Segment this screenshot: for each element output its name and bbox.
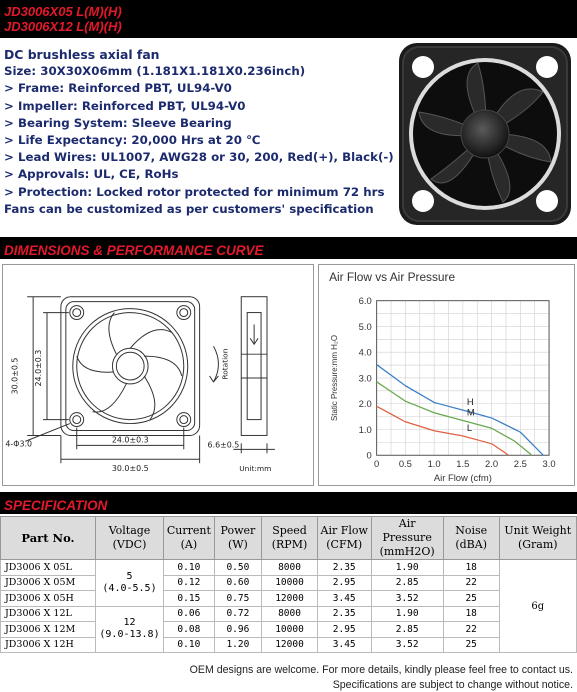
header-voltage: Voltage (VDC) (95, 517, 163, 560)
model-banner (0, 0, 577, 38)
cell-noise: 25 (443, 591, 499, 607)
cell-power: 0.96 (214, 622, 261, 638)
dimensions-area (0, 261, 577, 491)
footer-oem-note: OEM designs are welcome. For more details, kindly please feel free to contact us. (189, 664, 573, 676)
cell-part: JD3006 X 05M (1, 575, 96, 591)
header-speed: Speed (RPM) (262, 517, 318, 560)
x-tick-label: 0 (374, 458, 380, 470)
feature-bearing: > Bearing System: Sleeve Bearing (4, 115, 232, 130)
unit-label: Unit:mm (239, 464, 272, 474)
cell-pressure: 1.90 (371, 606, 443, 622)
cell-pressure: 2.85 (371, 575, 443, 591)
feature-lead-wires: > Lead Wires: UL1007, AWG28 or 30, 200, Red(+), Black(-) (4, 150, 394, 165)
feature-approvals: > Approvals: UL, CE, RoHs (4, 167, 179, 182)
series-label-m: M (466, 406, 475, 418)
feature-protection: > Protection: Locked rotor protected for minimum 72 hrs (4, 184, 385, 199)
cell-airflow: 2.35 (317, 606, 371, 622)
dim-height-inner: 24.0±0.3 (34, 349, 44, 387)
product-heading: DC brushless axial fan (4, 47, 160, 62)
dimensions-section-bar (0, 237, 577, 259)
cell-speed: 8000 (262, 606, 318, 622)
cell-part: JD3006 X 05L (1, 560, 96, 576)
spec-header-row (1, 517, 577, 560)
x-tick-label: 2.0 (485, 458, 499, 470)
cell-unit-weight: 6g (499, 560, 576, 653)
y-tick-label: 5.0 (358, 320, 372, 332)
chart-ylabel: Static Pressure:mm H₂O (329, 334, 339, 422)
footer-disclaimer: Specifications are subject to change without notice. (332, 679, 573, 691)
cell-current: 0.10 (164, 560, 215, 576)
table-row (1, 637, 577, 653)
dimensions-section-title: DIMENSIONS & PERFORMANCE CURVE (4, 243, 264, 258)
specification-table (0, 516, 577, 653)
thickness-label: 6.6±0.5 (207, 440, 240, 450)
table-row (1, 622, 577, 638)
cell-current: 0.08 (164, 622, 215, 638)
feature-life: > Life Expectancy: 20,000 Hrs at 20 ℃ (4, 133, 261, 148)
cell-voltage-group-12: 12 (9.0-13.8) (95, 606, 163, 653)
x-tick-label: 1.5 (456, 458, 470, 470)
cell-noise: 22 (443, 622, 499, 638)
chart-xlabel: Air Flow (cfm) (433, 472, 492, 484)
cell-speed: 10000 (262, 575, 318, 591)
series-label-l: L (466, 421, 473, 433)
x-tick-label: 0.5 (398, 458, 412, 470)
cell-power: 0.75 (214, 591, 261, 607)
y-tick-label: 2.0 (358, 398, 372, 410)
header-air-flow: Air Flow (CFM) (317, 517, 371, 560)
cell-noise: 18 (443, 606, 499, 622)
cell-speed: 12000 (262, 637, 318, 653)
chart-ticks (359, 295, 556, 469)
specification-section-title: SPECIFICATION (4, 498, 108, 513)
y-tick-label: 4.0 (358, 346, 372, 358)
cell-power: 1.20 (214, 637, 261, 653)
dim-width-outer: 30.0±0.5 (111, 464, 149, 474)
feature-size: Size: 30X30X06mm (1.181X1.181X0.236inch) (4, 64, 306, 79)
table-row (1, 575, 577, 591)
cell-voltage-group-5: 5 (4.0-5.5) (95, 560, 163, 607)
x-tick-label: 3.0 (542, 458, 556, 470)
cell-pressure: 3.52 (371, 637, 443, 653)
cell-airflow: 2.95 (317, 622, 371, 638)
series-label-h: H (466, 396, 474, 408)
cell-power: 0.60 (214, 575, 261, 591)
specification-section-bar (0, 492, 577, 514)
cell-airflow: 3.45 (317, 591, 371, 607)
y-tick-label: 3.0 (358, 372, 372, 384)
cell-current: 0.10 (164, 637, 215, 653)
cell-current: 0.06 (164, 606, 215, 622)
cell-airflow: 3.45 (317, 637, 371, 653)
feature-list (4, 46, 394, 218)
hole-label: 4-Φ3.0 (5, 439, 33, 449)
header-current: Current (A) (164, 517, 215, 560)
series-line-l (377, 406, 509, 455)
cell-pressure: 3.52 (371, 591, 443, 607)
y-tick-label: 1.0 (358, 423, 372, 435)
cell-part: JD3006 X 12L (1, 606, 96, 622)
cell-current: 0.12 (164, 575, 215, 591)
cell-current: 0.15 (164, 591, 215, 607)
cell-part: JD3006 X 12H (1, 637, 96, 653)
cell-pressure: 1.90 (371, 560, 443, 576)
header-unit-weight: Unit Weight (Gram) (499, 517, 576, 560)
cell-airflow: 2.35 (317, 560, 371, 576)
header-power: Power (W) (214, 517, 261, 560)
cell-speed: 12000 (262, 591, 318, 607)
dim-width-inner: 24.0±0.3 (111, 435, 149, 445)
model-title-12: JD3006X12 L(M)(H) (4, 19, 122, 34)
cell-power: 0.50 (214, 560, 261, 576)
feature-customization: Fans can be customized as per customers' specification (4, 201, 374, 216)
cell-speed: 8000 (262, 560, 318, 576)
dim-height-outer: 30.0±0.5 (10, 357, 20, 395)
table-row (1, 560, 577, 576)
cell-pressure: 2.85 (371, 622, 443, 638)
header-air-pressure: Air Pressure (mmH2O) (371, 517, 443, 560)
feature-frame: > Frame: Reinforced PBT, UL94-V0 (4, 81, 232, 96)
feature-impeller: > Impeller: Reinforced PBT, UL94-V0 (4, 98, 246, 113)
cell-power: 0.72 (214, 606, 261, 622)
dimension-drawing (2, 264, 314, 486)
header-part-no: Part No. (1, 517, 96, 560)
cell-noise: 25 (443, 637, 499, 653)
fan-product-photo (393, 37, 577, 231)
chart-grid (377, 301, 549, 456)
header-noise: Noise (dBA) (443, 517, 499, 560)
cell-part: JD3006 X 05H (1, 591, 96, 607)
y-tick-label: 0 (366, 449, 372, 461)
cell-noise: 18 (443, 560, 499, 576)
cell-part: JD3006 X 12M (1, 622, 96, 638)
table-row (1, 591, 577, 607)
cell-airflow: 2.95 (317, 575, 371, 591)
y-tick-label: 6.0 (358, 295, 372, 307)
rotation-label: Rotation (220, 348, 230, 380)
cell-noise: 22 (443, 575, 499, 591)
model-title-05: JD3006X05 L(M)(H) (4, 4, 122, 19)
chart-title: Air Flow vs Air Pressure (329, 269, 456, 284)
x-tick-label: 1.0 (427, 458, 441, 470)
performance-chart (318, 264, 575, 486)
x-tick-label: 2.5 (513, 458, 527, 470)
cell-speed: 10000 (262, 622, 318, 638)
table-row (1, 606, 577, 622)
